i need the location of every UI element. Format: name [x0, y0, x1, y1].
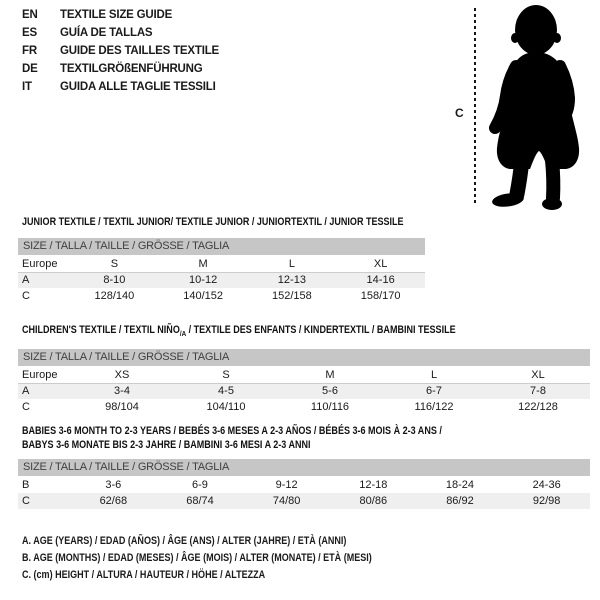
language-code: EN	[22, 9, 38, 21]
junior-size-table	[18, 256, 425, 304]
junior-section	[18, 216, 425, 304]
table-row	[18, 477, 590, 493]
row-label-cell: A	[22, 274, 30, 287]
size-header-label: SIZE / TALLA / TAILLE / GRÖSSE / TAGLIA	[23, 461, 230, 473]
language-row	[22, 42, 219, 60]
size-header-bar	[18, 459, 590, 476]
size-header-label: SIZE / TALLA / TAILLE / GRÖSSE / TAGLIA	[23, 240, 230, 252]
value-cell: 158/170	[360, 290, 401, 302]
table-row	[18, 367, 590, 383]
row-label-cell: C	[22, 401, 30, 414]
value-cell: 5-6	[322, 385, 338, 398]
value-cell: 9-12	[275, 479, 298, 491]
babies-size-table	[18, 477, 590, 509]
table-row	[18, 256, 425, 272]
language-code: FR	[22, 45, 37, 57]
table-row	[18, 383, 590, 399]
value-cell: 12-18	[359, 479, 388, 491]
size-header-bar	[18, 238, 425, 255]
language-row	[22, 78, 219, 96]
language-row	[22, 24, 219, 42]
column-header-cell: M	[278, 367, 382, 383]
value-cell: 122/128	[518, 401, 558, 414]
title-text: CHILDREN'S TEXTILE / TEXTIL NIÑO	[22, 324, 180, 336]
language-list	[22, 6, 219, 96]
language-label: TEXTILE SIZE GUIDE	[60, 9, 173, 21]
language-label: GUIDE DES TAILLES TEXTILE	[60, 45, 219, 57]
title-text: JUNIOR TEXTILE / TEXTIL JUNIOR/ TEXTILE JUNIOR / JUNIORTEXTIL / JUNIOR TESSILE	[22, 216, 404, 228]
junior-section-title	[22, 216, 425, 229]
title-text: / TEXTILE DES ENFANTS / KINDERTEXTIL / BAMBINI TESSILE	[186, 324, 456, 336]
value-cell: 3-6	[105, 479, 122, 491]
value-cell: 92/98	[532, 495, 561, 507]
babies-section-title	[22, 424, 590, 452]
children-size-table	[18, 367, 590, 415]
value-cell: 86/92	[446, 495, 474, 507]
value-cell: 104/110	[206, 401, 246, 414]
region-label-cell: Europe	[18, 256, 70, 272]
language-code: IT	[22, 81, 32, 93]
row-label-cell: C	[22, 495, 30, 507]
column-header-cell: M	[159, 256, 248, 272]
value-cell: 18-24	[445, 479, 475, 491]
value-cell: 152/158	[271, 290, 312, 302]
row-label-cell: B	[22, 479, 30, 491]
column-header-cell: L	[382, 367, 486, 383]
value-cell: 140/152	[183, 290, 223, 302]
babies-section	[18, 424, 590, 509]
table-row	[18, 493, 590, 509]
column-header-cell: L	[248, 256, 337, 272]
value-cell: 4-5	[218, 385, 234, 398]
value-cell: 6-7	[426, 385, 442, 398]
value-cell: 7-8	[530, 385, 546, 398]
title-text: BABIES 3-6 MONTH TO 2-3 YEARS / BEBÉS 3-6 MESES A 2-3 AÑOS / BÉBÉS 3-6 MOIS À 2-3 ANS /	[22, 425, 442, 437]
value-cell: 110/116	[310, 401, 350, 414]
value-cell: 10-12	[189, 274, 218, 287]
value-cell: 98/104	[105, 401, 139, 414]
language-label: TEXTILGRÖßENFÜHRUNG	[60, 63, 203, 75]
children-section-title	[22, 324, 590, 340]
footnote-a: A. AGE (YEARS) / EDAD (AÑOS) / ÂGE (ANS) / ALTER (JAHRE) / ETÀ (ANNI)	[22, 535, 347, 547]
language-row	[22, 60, 219, 78]
column-header-cell: S	[174, 367, 278, 383]
toddler-silhouette-icon	[486, 2, 594, 214]
size-header-bar	[18, 349, 590, 366]
value-cell: 3-4	[114, 385, 130, 398]
footnote-c: C. (cm) HEIGHT / ALTURA / HAUTEUR / HÖHE / ALTEZZA	[22, 569, 266, 581]
language-row	[22, 6, 219, 24]
language-code: DE	[22, 63, 38, 75]
column-header-cell: S	[70, 256, 159, 272]
language-code: ES	[22, 27, 37, 39]
region-label-cell: Europe	[18, 367, 70, 383]
table-row	[18, 272, 425, 288]
row-label-cell: C	[22, 290, 30, 302]
value-cell: 8-10	[103, 274, 126, 287]
value-cell: 12-13	[277, 274, 306, 287]
table-row	[18, 399, 590, 415]
value-cell: 14-16	[366, 274, 395, 287]
value-cell: 6-9	[192, 479, 208, 491]
value-cell: 80/86	[359, 495, 388, 507]
column-header-cell: XL	[336, 256, 425, 272]
title-text: BABYS 3-6 MONATE BIS 2-3 JAHRE / BAMBINI 3-6 MESI A 2-3 ANNI	[22, 439, 311, 451]
column-header-cell: XL	[486, 367, 590, 383]
value-cell: 68/74	[186, 495, 214, 507]
language-label: GUÍA DE TALLAS	[60, 27, 153, 39]
height-measure-label: C	[455, 106, 464, 120]
value-cell: 62/68	[99, 495, 128, 507]
footnote-b: B. AGE (MONTHS) / EDAD (MESES) / ÂGE (MOIS) / ALTER (MONATE) / ETÀ (MESI)	[22, 552, 372, 564]
column-header-cell: XS	[70, 367, 174, 383]
value-cell: 116/122	[414, 401, 454, 414]
children-section	[18, 324, 590, 415]
value-cell: 74/80	[272, 495, 301, 507]
language-label: GUIDA ALLE TAGLIE TESSILI	[60, 81, 216, 93]
height-measure-line	[474, 8, 476, 206]
footnotes	[22, 533, 449, 584]
title-subscript: /A	[179, 329, 187, 339]
value-cell: 24-36	[532, 479, 561, 491]
value-cell: 128/140	[94, 290, 135, 302]
row-label-cell: A	[22, 385, 30, 398]
size-header-label: SIZE / TALLA / TAILLE / GRÖSSE / TAGLIA	[23, 351, 230, 364]
table-row	[18, 288, 425, 304]
